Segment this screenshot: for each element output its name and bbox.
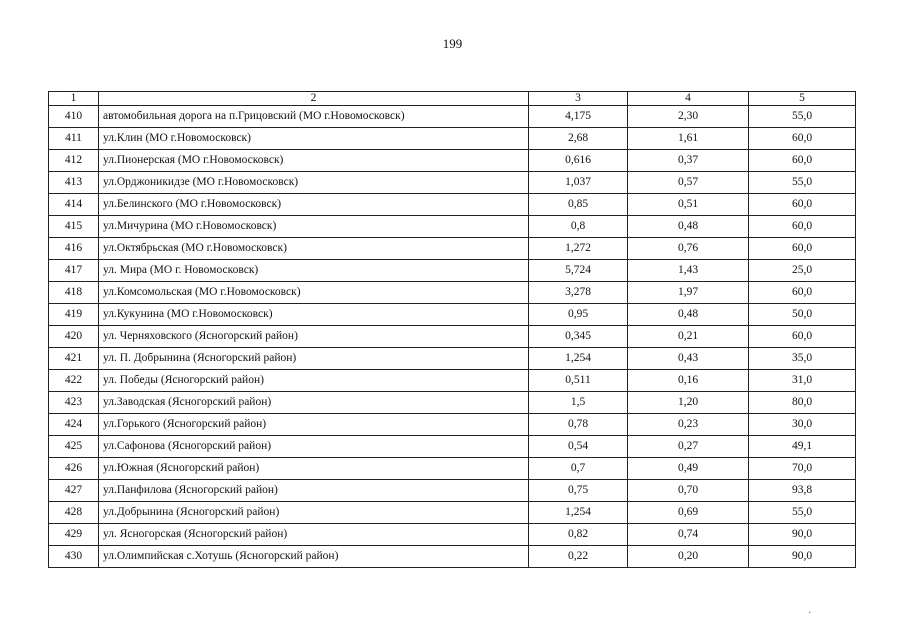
row-number: 422 xyxy=(49,370,99,392)
row-number: 410 xyxy=(49,106,99,128)
page-number: 199 xyxy=(442,36,463,51)
table-row xyxy=(49,150,856,172)
value-col-3: 1,5 xyxy=(529,392,628,414)
value-col-4: 0,70 xyxy=(628,480,749,502)
table-row xyxy=(49,348,856,370)
value-col-5: 49,1 xyxy=(749,436,856,458)
row-number: 427 xyxy=(49,480,99,502)
row-number: 421 xyxy=(49,348,99,370)
row-number: 417 xyxy=(49,260,99,282)
value-col-4: 0,49 xyxy=(628,458,749,480)
road-name: ул. Ясногорская (Ясногорский район) xyxy=(99,524,529,546)
value-col-4: 0,20 xyxy=(628,546,749,568)
value-col-3: 5,724 xyxy=(529,260,628,282)
table-row xyxy=(49,414,856,436)
road-name: автомобильная дорога на п.Грицовский (МО г.Новомосковск) xyxy=(99,106,529,128)
value-col-3: 0,75 xyxy=(529,480,628,502)
row-number: 429 xyxy=(49,524,99,546)
row-number: 415 xyxy=(49,216,99,238)
table-row xyxy=(49,458,856,480)
row-number: 425 xyxy=(49,436,99,458)
value-col-5: 60,0 xyxy=(749,326,856,348)
table-body xyxy=(49,106,856,568)
value-col-3: 1,037 xyxy=(529,172,628,194)
table-row xyxy=(49,238,856,260)
header-col-5: 5 xyxy=(749,92,856,106)
road-name: ул.Комсомольская (МО г.Новомосковск) xyxy=(99,282,529,304)
table-row xyxy=(49,546,856,568)
value-col-5: 25,0 xyxy=(749,260,856,282)
value-col-3: 0,22 xyxy=(529,546,628,568)
value-col-3: 0,82 xyxy=(529,524,628,546)
row-number: 423 xyxy=(49,392,99,414)
road-name: ул.Кукунина (МО г.Новомосковск) xyxy=(99,304,529,326)
value-col-4: 0,74 xyxy=(628,524,749,546)
value-col-5: 80,0 xyxy=(749,392,856,414)
value-col-4: 0,16 xyxy=(628,370,749,392)
value-col-5: 35,0 xyxy=(749,348,856,370)
value-col-4: 0,57 xyxy=(628,172,749,194)
value-col-3: 0,345 xyxy=(529,326,628,348)
value-col-5: 50,0 xyxy=(749,304,856,326)
value-col-4: 1,43 xyxy=(628,260,749,282)
value-col-3: 2,68 xyxy=(529,128,628,150)
value-col-5: 55,0 xyxy=(749,172,856,194)
value-col-4: 0,48 xyxy=(628,216,749,238)
road-name: ул. Черняховского (Ясногорский район) xyxy=(99,326,529,348)
value-col-3: 0,7 xyxy=(529,458,628,480)
value-col-4: 0,23 xyxy=(628,414,749,436)
row-number: 420 xyxy=(49,326,99,348)
value-col-5: 60,0 xyxy=(749,216,856,238)
table-row xyxy=(49,370,856,392)
value-col-4: 0,76 xyxy=(628,238,749,260)
table-row xyxy=(49,480,856,502)
table-row xyxy=(49,172,856,194)
value-col-3: 1,254 xyxy=(529,502,628,524)
row-number: 426 xyxy=(49,458,99,480)
row-number: 412 xyxy=(49,150,99,172)
table-row xyxy=(49,326,856,348)
road-name: ул.Мичурина (МО г.Новомосковск) xyxy=(99,216,529,238)
row-number: 419 xyxy=(49,304,99,326)
value-col-5: 60,0 xyxy=(749,194,856,216)
road-name: ул. П. Добрынина (Ясногорский район) xyxy=(99,348,529,370)
row-number: 411 xyxy=(49,128,99,150)
road-name: ул.Добрынина (Ясногорский район) xyxy=(99,502,529,524)
road-name: ул. Победы (Ясногорский район) xyxy=(99,370,529,392)
value-col-3: 0,511 xyxy=(529,370,628,392)
table-row xyxy=(49,392,856,414)
table-row xyxy=(49,194,856,216)
value-col-4: 1,61 xyxy=(628,128,749,150)
table-row xyxy=(49,436,856,458)
value-col-3: 0,54 xyxy=(529,436,628,458)
row-number: 428 xyxy=(49,502,99,524)
value-col-3: 0,8 xyxy=(529,216,628,238)
value-col-5: 60,0 xyxy=(749,238,856,260)
header-col-4: 4 xyxy=(628,92,749,106)
value-col-4: 0,69 xyxy=(628,502,749,524)
header-col-1: 1 xyxy=(49,92,99,106)
table-header-row xyxy=(49,92,856,106)
value-col-3: 0,85 xyxy=(529,194,628,216)
value-col-5: 93,8 xyxy=(749,480,856,502)
table-row xyxy=(49,304,856,326)
value-col-5: 60,0 xyxy=(749,150,856,172)
value-col-3: 1,254 xyxy=(529,348,628,370)
roads-table xyxy=(48,91,856,568)
value-col-4: 0,21 xyxy=(628,326,749,348)
road-name: ул.Заводская (Ясногорский район) xyxy=(99,392,529,414)
table-row xyxy=(49,282,856,304)
table-row xyxy=(49,106,856,128)
value-col-4: 1,20 xyxy=(628,392,749,414)
value-col-3: 0,616 xyxy=(529,150,628,172)
value-col-4: 0,51 xyxy=(628,194,749,216)
value-col-5: 90,0 xyxy=(749,524,856,546)
road-name: ул.Клин (МО г.Новомосковск) xyxy=(99,128,529,150)
row-number: 424 xyxy=(49,414,99,436)
road-name: ул.Олимпийская с.Хотушь (Ясногорский район) xyxy=(99,546,529,568)
value-col-5: 31,0 xyxy=(749,370,856,392)
value-col-4: 0,48 xyxy=(628,304,749,326)
row-number: 414 xyxy=(49,194,99,216)
table-row xyxy=(49,524,856,546)
road-name: ул.Горького (Ясногорский район) xyxy=(99,414,529,436)
header-col-2: 2 xyxy=(99,92,529,106)
value-col-5: 30,0 xyxy=(749,414,856,436)
value-col-4: 2,30 xyxy=(628,106,749,128)
road-name: ул.Сафонова (Ясногорский район) xyxy=(99,436,529,458)
value-col-3: 1,272 xyxy=(529,238,628,260)
road-name: ул.Орджоникидзе (МО г.Новомосковск) xyxy=(99,172,529,194)
value-col-5: 70,0 xyxy=(749,458,856,480)
table-header xyxy=(49,92,856,106)
value-col-3: 3,278 xyxy=(529,282,628,304)
value-col-4: 0,37 xyxy=(628,150,749,172)
value-col-5: 60,0 xyxy=(749,128,856,150)
row-number: 416 xyxy=(49,238,99,260)
value-col-5: 55,0 xyxy=(749,106,856,128)
scan-mark: · xyxy=(808,608,812,619)
row-number: 418 xyxy=(49,282,99,304)
road-name: ул.Октябрьская (МО г.Новомосковск) xyxy=(99,238,529,260)
value-col-4: 0,27 xyxy=(628,436,749,458)
header-col-3: 3 xyxy=(529,92,628,106)
row-number: 430 xyxy=(49,546,99,568)
road-name: ул.Белинского (МО г.Новомосковск) xyxy=(99,194,529,216)
table-row xyxy=(49,260,856,282)
value-col-3: 0,95 xyxy=(529,304,628,326)
road-name: ул.Южная (Ясногорский район) xyxy=(99,458,529,480)
road-name: ул.Панфилова (Ясногорский район) xyxy=(99,480,529,502)
value-col-3: 0,78 xyxy=(529,414,628,436)
row-number: 413 xyxy=(49,172,99,194)
table-row xyxy=(49,502,856,524)
value-col-5: 55,0 xyxy=(749,502,856,524)
table-row xyxy=(49,128,856,150)
road-name: ул. Мира (МО г. Новомосковск) xyxy=(99,260,529,282)
value-col-4: 1,97 xyxy=(628,282,749,304)
road-name: ул.Пионерская (МО г.Новомосковск) xyxy=(99,150,529,172)
table-row xyxy=(49,216,856,238)
value-col-5: 90,0 xyxy=(749,546,856,568)
value-col-5: 60,0 xyxy=(749,282,856,304)
value-col-3: 4,175 xyxy=(529,106,628,128)
value-col-4: 0,43 xyxy=(628,348,749,370)
